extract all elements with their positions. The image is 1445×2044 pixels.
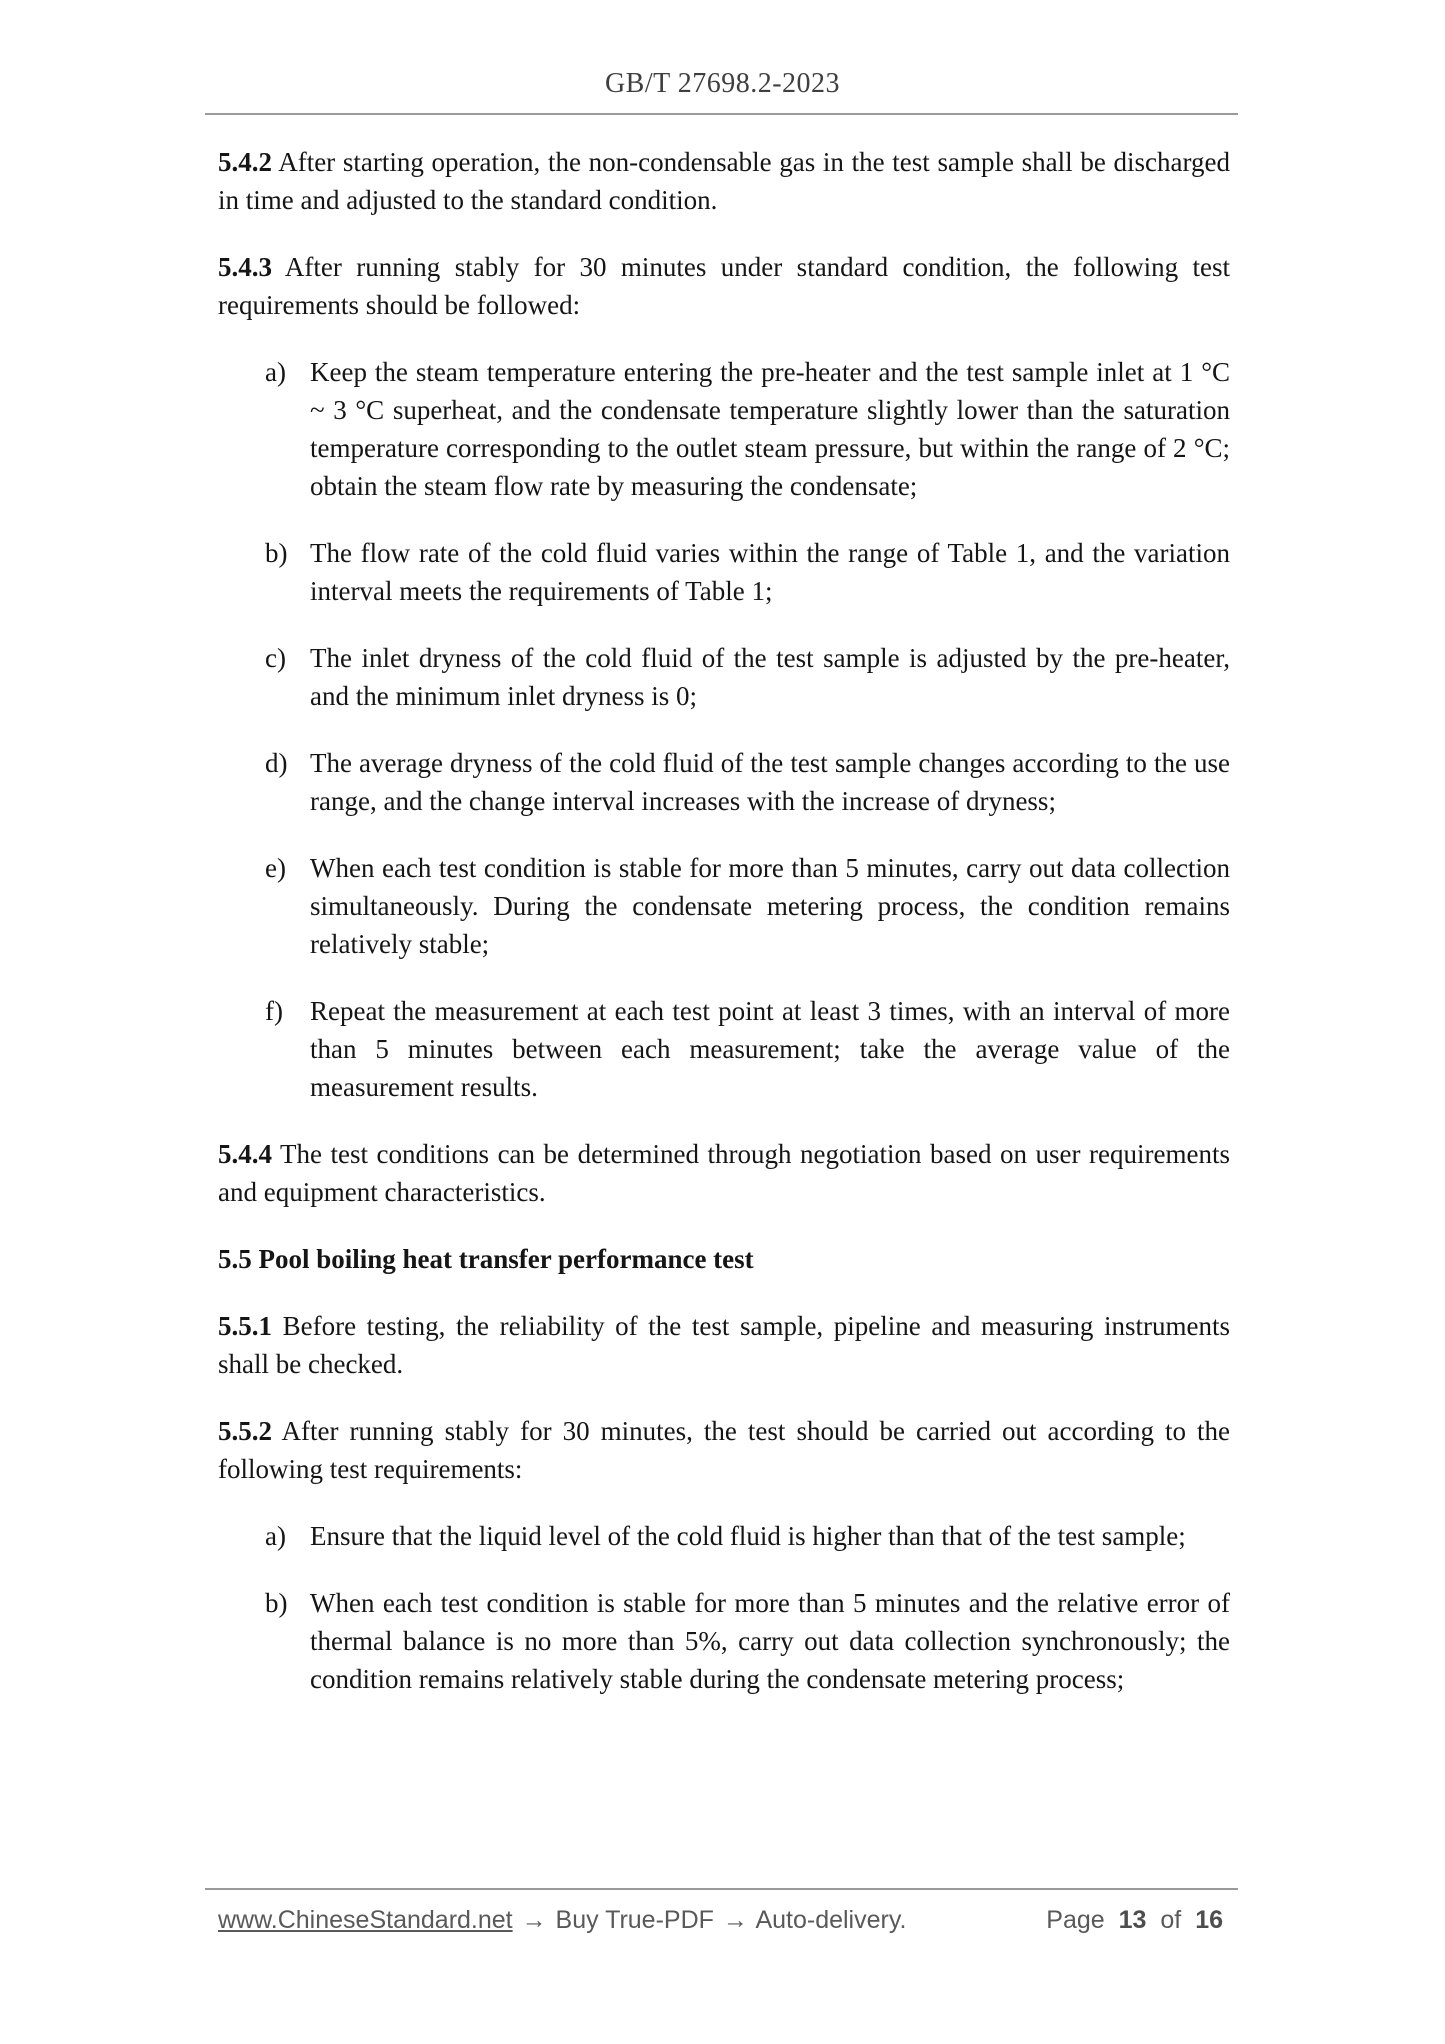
list-item	[218, 992, 1230, 1106]
list-item-text: Keep the steam temperature entering the pre-heater and the test sample inlet at 1 °C ~ 3 °C superheat, and the condensate temperature slightly lower than the saturation temperature corresponding to the outlet steam pressure, but within the range of 2 °C; obtain the steam flow rate by measuring the condensate;	[310, 357, 1230, 501]
arrow-right-icon: →	[521, 1906, 547, 1934]
footer-source-line	[218, 1906, 908, 1935]
clause-number: 5.4.2	[218, 147, 272, 177]
list-item-text: Repeat the measurement at each test point at least 3 times, with an interval of more than 5 minutes between each measurement; take the average value of the measurement results.	[310, 996, 1230, 1102]
paragraph	[218, 1307, 1230, 1383]
document-body	[218, 143, 1230, 1698]
page-number-indicator	[1046, 1906, 1223, 1935]
list-item	[218, 353, 1230, 505]
list-item-label: d)	[265, 748, 288, 778]
clause-number: 5.5.1	[218, 1311, 272, 1341]
section-heading	[218, 1240, 1230, 1278]
paragraph-text: The test conditions can be determined through negotiation based on user requirements and equipment characteristics.	[218, 1139, 1230, 1207]
list-item-text: When each test condition is stable for more than 5 minutes, carry out data collection simultaneously. During the condensate metering process, the condition remains relatively stable;	[310, 853, 1230, 959]
paragraph-text: After running stably for 30 minutes under standard condition, the following test requirements should be followed:	[218, 252, 1230, 320]
list-item-label: a)	[265, 1521, 286, 1551]
standard-number-title: GB/T 27698.2-2023	[604, 68, 841, 99]
list-item	[218, 849, 1230, 963]
list-item	[218, 639, 1230, 715]
list-item-text: When each test condition is stable for more than 5 minutes and the relative error of thermal balance is no more than 5%, carry out data collection synchronously; the condition remains relatively stable during the condensate metering process;	[310, 1588, 1230, 1694]
list-item-label: a)	[265, 357, 286, 387]
list-item-text: Ensure that the liquid level of the cold fluid is higher than that of the test sample;	[310, 1521, 1186, 1551]
paragraph	[218, 1412, 1230, 1488]
list-item-label: c)	[265, 643, 286, 673]
clause-number: 5.4.3	[218, 252, 272, 282]
list-item-label: b)	[265, 1588, 288, 1618]
page-header	[0, 0, 1445, 115]
total-page-number: 16	[1195, 1906, 1223, 1934]
header-divider	[205, 113, 1238, 115]
of-word: of	[1160, 1906, 1182, 1934]
list-item-label: f)	[265, 996, 283, 1026]
paragraph-text: After starting operation, the non-condensable gas in the test sample shall be discharged in time and adjusted to the standard condition.	[218, 147, 1230, 215]
list-item-text: The flow rate of the cold fluid varies within the range of Table 1, and the variation interval meets the requirements of Table 1;	[310, 538, 1230, 606]
list-item	[218, 744, 1230, 820]
page-word: Page	[1046, 1906, 1105, 1934]
list-item-text: The inlet dryness of the cold fluid of the test sample is adjusted by the pre-heater, and the minimum inlet dryness is 0;	[310, 643, 1230, 711]
list-item-text: The average dryness of the cold fluid of the test sample changes according to the use range, and the change interval increases with the increase of dryness;	[310, 748, 1230, 816]
footer-delivery-text: Auto-delivery.	[755, 1906, 907, 1934]
website-link[interactable]: www.ChineseStandard.net	[218, 1906, 513, 1934]
section-heading-text: 5.5 Pool boiling heat transfer performance test	[218, 1244, 754, 1274]
paragraph	[218, 1135, 1230, 1211]
paragraph	[218, 248, 1230, 324]
current-page-number: 13	[1118, 1906, 1147, 1934]
list-item-label: b)	[265, 538, 288, 568]
list-item-label: e)	[265, 853, 286, 883]
clause-number: 5.5.2	[218, 1416, 272, 1446]
page-footer	[218, 1906, 1223, 1935]
paragraph	[218, 143, 1230, 219]
footer-buy-text: Buy True-PDF	[555, 1906, 714, 1934]
list-item	[218, 1517, 1230, 1555]
paragraph-text: After running stably for 30 minutes, the test should be carried out according to the following test requirements:	[218, 1416, 1230, 1484]
list-item	[218, 1584, 1230, 1698]
list-item	[218, 534, 1230, 610]
footer-divider	[205, 1888, 1238, 1890]
clause-number: 5.4.4	[218, 1139, 272, 1169]
arrow-right-icon: →	[722, 1906, 748, 1934]
paragraph-text: Before testing, the reliability of the test sample, pipeline and measuring instruments shall be checked.	[218, 1311, 1231, 1379]
